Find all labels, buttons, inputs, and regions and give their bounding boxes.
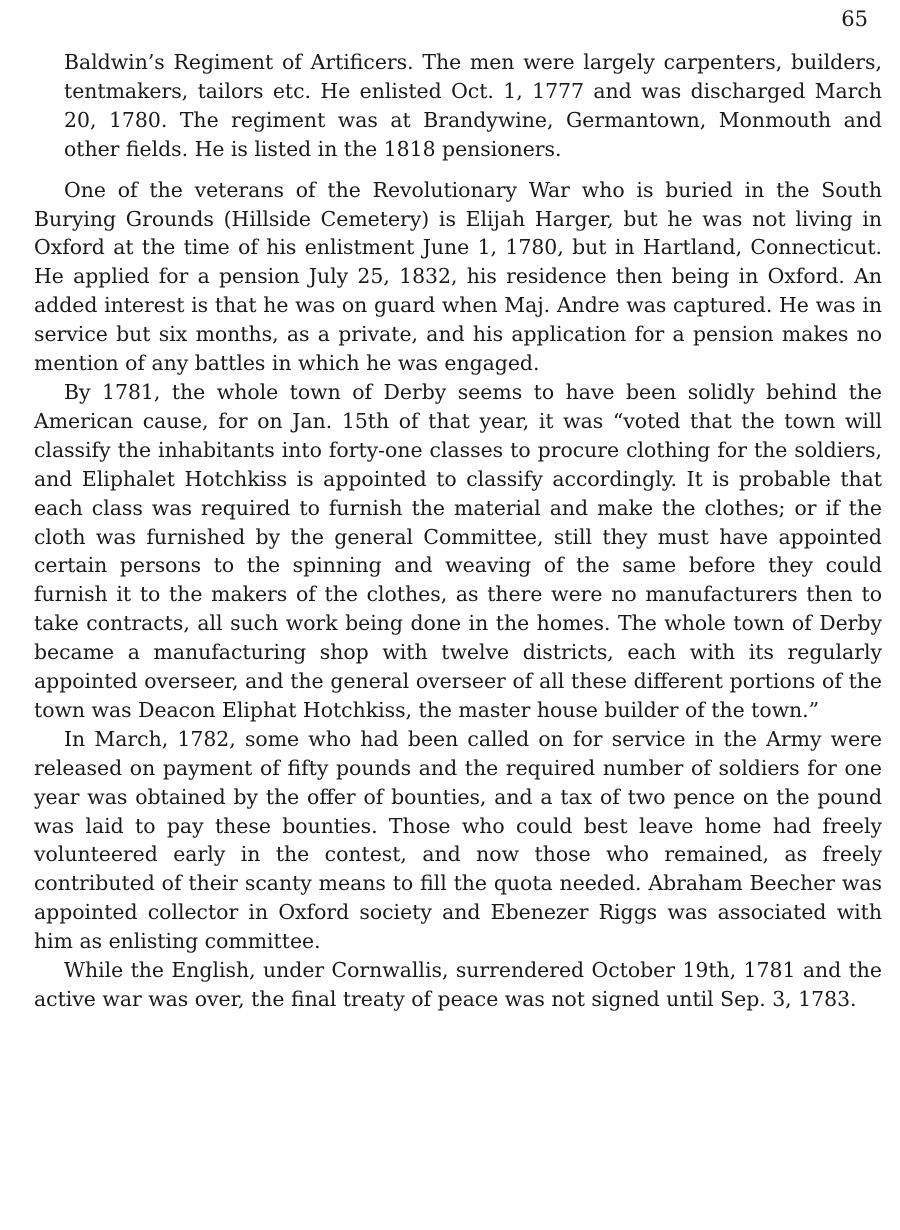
page-number: 65	[841, 7, 868, 31]
paragraph-cornwallis-treaty: While the English, under Cornwallis, surrendered October 19th, 1781 and the active war was over, the final treaty of peace was not signed until Sep. 3, 1783.	[34, 958, 882, 1011]
page-body	[34, 48, 882, 1014]
paragraph-elijah-harger: One of the veterans of the Revolutionary War who is buried in the South Burying Grounds (Hillside Cemetery) is Elijah Harger, but he was not living in Oxford at the time of his enlistment June 1, 1780, but in Hartland, Connecticut. He applied for a pension July 25, 1832, his residence then being in Oxford. An added interest is that he was on guard when Maj. Andre was captured. He was in service but six months, as a private, and his application for a pension makes no mention of any battles in which he was engaged.	[34, 177, 882, 376]
paragraph-baldwin-regiment: Baldwin’s Regiment of Artificers. The men were largely carpenters, builders, tentmakers, tailors etc. He enlisted Oct. 1, 1777 and was discharged March 20, 1780. The regiment was at Brandywine, Germantown, Monmouth and other fields. He is listed in the 1818 pensioners.	[64, 50, 882, 161]
paragraph-derby-1781: By 1781, the whole town of Derby seems to have been solidly behind the American cause, for on Jan. 15th of that year, it was “voted that the town will classify the inhabitants into forty-one classes to procure clothing for the soldiers, and Eliphalet Hotchkiss is appointed to classify accordingly. It is probable that each class was required to furnish the material and make the clothes; or if the cloth was furnished by the general Committee, still they must have appointed certain persons to the spinning and weaving of the same before they could furnish it to the makers of the clothes, as there were no manufacturers then to take contracts, all such work being done in the homes. The whole town of Derby became a manufacturing shop with twelve districts, each with its regularly appointed overseer, and the general overseer of all these different portions of the town was Deacon Eliphat Hotchkiss, the master house builder of the town.”	[34, 379, 882, 722]
paragraph-march-1782: In March, 1782, some who had been called on for service in the Army were released on payment of fifty pounds and the required number of soldiers for one year was obtained by the offer of bounties, and a tax of two pence on the pound was laid to pay these bounties. Those who could best leave home had freely volunteered early in the contest, and now those who remained, as freely contributed of their scanty means to fill the quota needed. Abraham Beecher was appointed collector in Oxford society and Ebenezer Riggs was associated with him as enlisting committee.	[34, 726, 882, 954]
